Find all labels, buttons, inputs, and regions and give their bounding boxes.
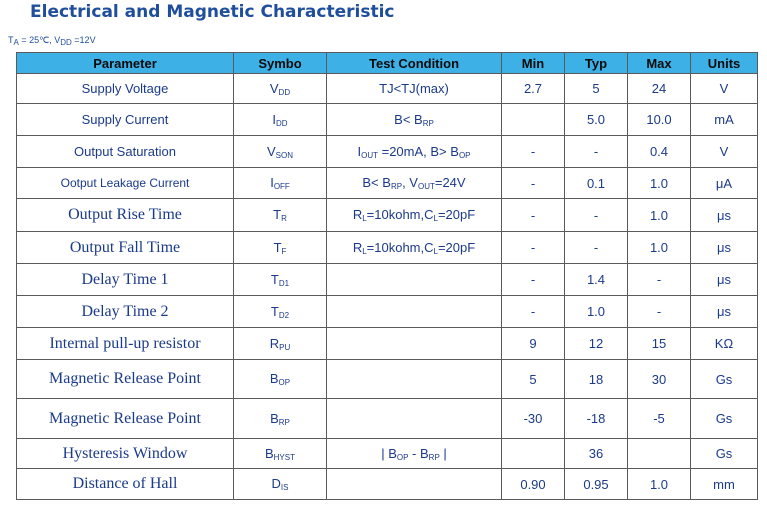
cell-max: 0.4 [628, 136, 691, 168]
cell-unit: μs [691, 199, 758, 232]
cell-typ: 0.95 [565, 469, 628, 500]
cell-max: - [628, 296, 691, 328]
cell-max: 10.0 [628, 104, 691, 136]
cell-parameter: Magnetic Release Point [17, 399, 234, 439]
cell-test-condition: $B< B_{RP}$ [327, 104, 502, 136]
cell-symbol: $T_{D2}$ [234, 296, 327, 328]
cell-max: 30 [628, 360, 691, 399]
cell-symbol: $R_{PU}$ [234, 328, 327, 360]
cell-typ: 1.0 [565, 296, 628, 328]
cell-unit: Gs [691, 360, 758, 399]
cell-unit: Gs [691, 399, 758, 439]
cell-typ: 0.1 [565, 168, 628, 199]
cell-unit: mA [691, 104, 758, 136]
cell-typ: 36 [565, 439, 628, 469]
cell-max: 24 [628, 74, 691, 104]
cell-test-condition [327, 469, 502, 500]
cell-min: - [502, 136, 565, 168]
cell-test-condition [327, 360, 502, 399]
cell-min: -30 [502, 399, 565, 439]
cell-min: - [502, 168, 565, 199]
cell-parameter: Internal pull-up resistor [17, 328, 234, 360]
cell-unit: μs [691, 296, 758, 328]
header-max: Max [628, 53, 691, 74]
cell-parameter: Hysteresis Window [17, 439, 234, 469]
cell-unit: μs [691, 264, 758, 296]
cell-unit: V [691, 136, 758, 168]
cell-typ: - [565, 232, 628, 264]
cell-typ: 5.0 [565, 104, 628, 136]
table-row [17, 296, 758, 328]
cell-unit: V [691, 74, 758, 104]
section-title: Electrical and Magnetic Characteristic [30, 2, 395, 22]
cell-symbol: $I_{DD}$ [234, 104, 327, 136]
cell-unit: μA [691, 168, 758, 199]
characteristics-table [16, 52, 758, 500]
cell-max [628, 439, 691, 469]
table-row [17, 469, 758, 500]
cell-typ: - [565, 199, 628, 232]
table-row [17, 399, 758, 439]
cell-parameter: Output Saturation [17, 136, 234, 168]
test-condition-note: $T_A$ = 25℃, $V_{DD} =12V$ [8, 35, 96, 47]
cell-min: - [502, 232, 565, 264]
cell-min [502, 439, 565, 469]
cell-parameter: Supply Current [17, 104, 234, 136]
cell-test-condition [327, 328, 502, 360]
cell-test-condition: $R_L=10kohm,C_L=20pF$ [327, 232, 502, 264]
cell-min: 9 [502, 328, 565, 360]
table-row [17, 74, 758, 104]
cell-min: - [502, 199, 565, 232]
cell-test-condition: $B< B_{RP}$, $V_{OUT}=24V$ [327, 168, 502, 199]
cell-parameter: Distance of Hall [17, 469, 234, 500]
cell-parameter: Output Rise Time [17, 199, 234, 232]
table-header-row [17, 53, 758, 74]
cell-symbol: $V_{DD}$ [234, 74, 327, 104]
cell-symbol: $I_{OFF}$ [234, 168, 327, 199]
cell-min: 2.7 [502, 74, 565, 104]
table-row [17, 264, 758, 296]
cell-symbol: $B_{HYST}$ [234, 439, 327, 469]
cell-max: 1.0 [628, 199, 691, 232]
cell-min: - [502, 264, 565, 296]
cell-symbol: $T_{D1}$ [234, 264, 327, 296]
cell-max: 1.0 [628, 168, 691, 199]
cell-test-condition [327, 264, 502, 296]
table-row [17, 168, 758, 199]
cell-typ: 1.4 [565, 264, 628, 296]
cell-parameter: Delay Time 2 [17, 296, 234, 328]
cell-test-condition: TJ<TJ(max) [327, 74, 502, 104]
cell-max: 15 [628, 328, 691, 360]
cell-symbol: $D_{IS}$ [234, 469, 327, 500]
cell-symbol: $T_R$ [234, 199, 327, 232]
cell-unit: KΩ [691, 328, 758, 360]
cell-test-condition [327, 296, 502, 328]
cell-typ: 12 [565, 328, 628, 360]
cell-symbol: $T_F$ [234, 232, 327, 264]
cell-typ: - [565, 136, 628, 168]
cell-parameter: Delay Time 1 [17, 264, 234, 296]
table-row [17, 439, 758, 469]
table-row [17, 199, 758, 232]
cell-parameter: Ootput Leakage Current [17, 168, 234, 199]
cell-max: 1.0 [628, 232, 691, 264]
cell-symbol: $V_{SON}$ [234, 136, 327, 168]
cell-parameter: Supply Voltage [17, 74, 234, 104]
header-test-condition: Test Condition [327, 53, 502, 74]
header-parameter: Parameter [17, 53, 234, 74]
cell-unit: μs [691, 232, 758, 264]
cell-test-condition: $R_L=10kohm,C_L=20pF$ [327, 199, 502, 232]
cell-max: - [628, 264, 691, 296]
cell-test-condition [327, 399, 502, 439]
header-symbol: Symbo [234, 53, 327, 74]
cell-typ: -18 [565, 399, 628, 439]
cell-typ: 18 [565, 360, 628, 399]
cell-min: 5 [502, 360, 565, 399]
table-row [17, 104, 758, 136]
cell-typ: 5 [565, 74, 628, 104]
cell-test-condition: | $B_{OP} - B_{RP}$ | [327, 439, 502, 469]
header-min: Min [502, 53, 565, 74]
cell-symbol: $B_{OP}$ [234, 360, 327, 399]
cell-max: 1.0 [628, 469, 691, 500]
table-row [17, 360, 758, 399]
cell-test-condition: $I_{OUT} =20mA$, $B> B_{OP}$ [327, 136, 502, 168]
cell-unit: mm [691, 469, 758, 500]
cell-symbol: $B_{RP}$ [234, 399, 327, 439]
header-units: Units [691, 53, 758, 74]
cell-unit: Gs [691, 439, 758, 469]
table-row [17, 136, 758, 168]
cell-min: 0.90 [502, 469, 565, 500]
table-body [17, 74, 758, 500]
cell-max: -5 [628, 399, 691, 439]
table-row [17, 232, 758, 264]
header-typ: Typ [565, 53, 628, 74]
cell-min: - [502, 296, 565, 328]
cell-parameter: Magnetic Release Point [17, 360, 234, 399]
table-row [17, 328, 758, 360]
cell-parameter: Output Fall Time [17, 232, 234, 264]
cell-min [502, 104, 565, 136]
